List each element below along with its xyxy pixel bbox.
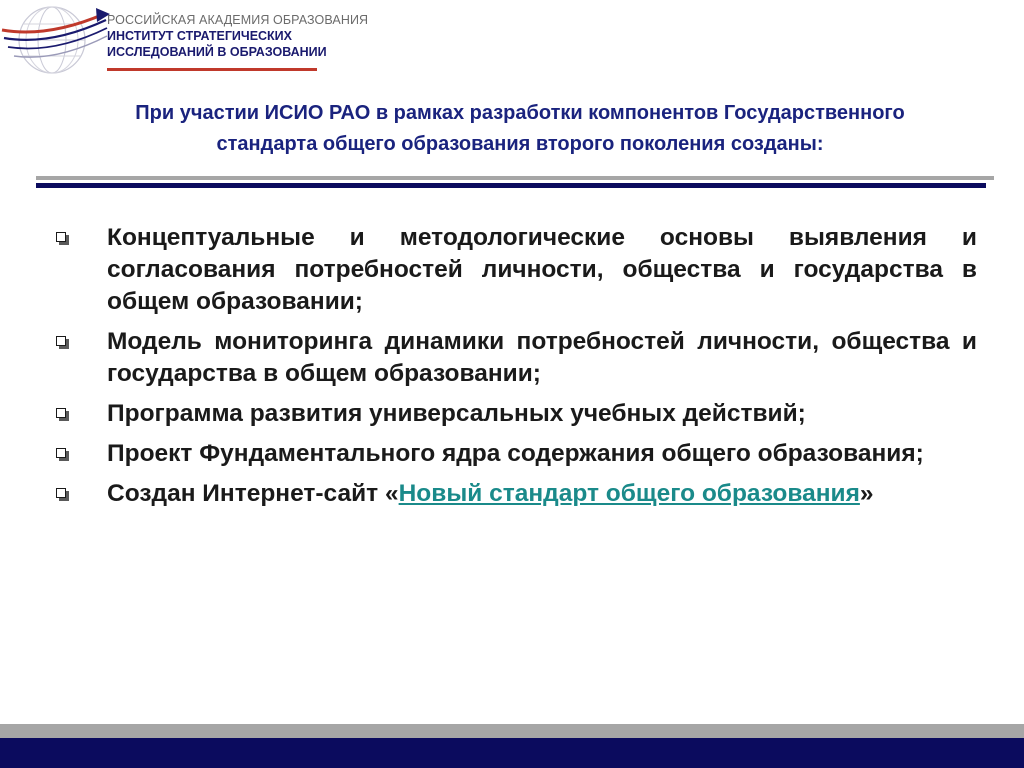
list-item-text: [107, 478, 977, 510]
list-item-website: [55, 478, 977, 510]
list-item: [55, 438, 977, 470]
list-item-text: Концептуальные и методологические основы выявления и согласования потребностей личности, общества и государства в общем образовании;: [107, 224, 977, 315]
list-item-text: Модель мониторинга динамики потребностей личности, общества и государства в общем образовании;: [107, 328, 977, 387]
slide-title-line2: стандарта общего образования второго поколения созданы:: [216, 133, 824, 155]
new-standard-site-link[interactable]: Новый стандарт общего образования: [398, 480, 860, 507]
bullet-list: [55, 222, 977, 518]
website-suffix: »: [859, 480, 874, 507]
title-divider-grey: [36, 176, 994, 180]
list-item: [55, 326, 977, 390]
footer-band-navy: [0, 738, 1024, 768]
square-bullet-icon: [56, 336, 66, 346]
list-item: [55, 398, 977, 430]
square-bullet-icon: [56, 448, 66, 458]
header: [0, 0, 1024, 95]
logo-underline: [107, 68, 317, 71]
website-prefix: Создан Интернет-сайт «: [107, 480, 399, 507]
org-line-research: ИССЛЕДОВАНИЙ В ОБРАЗОВАНИИ: [107, 45, 327, 59]
org-line-institute: ИНСТИТУТ СТРАТЕГИЧЕСКИХ: [107, 29, 293, 43]
title-divider-navy: [36, 183, 986, 188]
slide-title-line1: При участии ИСИО РАО в рамках разработки компонентов Государственного: [135, 102, 905, 124]
list-item-text: Проект Фундаментального ядра содержания общего образования;: [107, 440, 924, 467]
square-bullet-icon: [56, 408, 66, 418]
org-line-academy: РОССИЙСКАЯ АКАДЕМИЯ ОБРАЗОВАНИЯ: [107, 13, 369, 27]
footer-band-grey: [0, 724, 1024, 738]
list-item-text: Программа развития универсальных учебных действий;: [107, 400, 806, 427]
organization-name: [107, 12, 368, 60]
globe-logo-icon: [0, 0, 112, 92]
list-item: [55, 222, 977, 318]
slide-title: [20, 98, 1020, 160]
square-bullet-icon: [56, 232, 66, 242]
square-bullet-icon: [56, 488, 66, 498]
